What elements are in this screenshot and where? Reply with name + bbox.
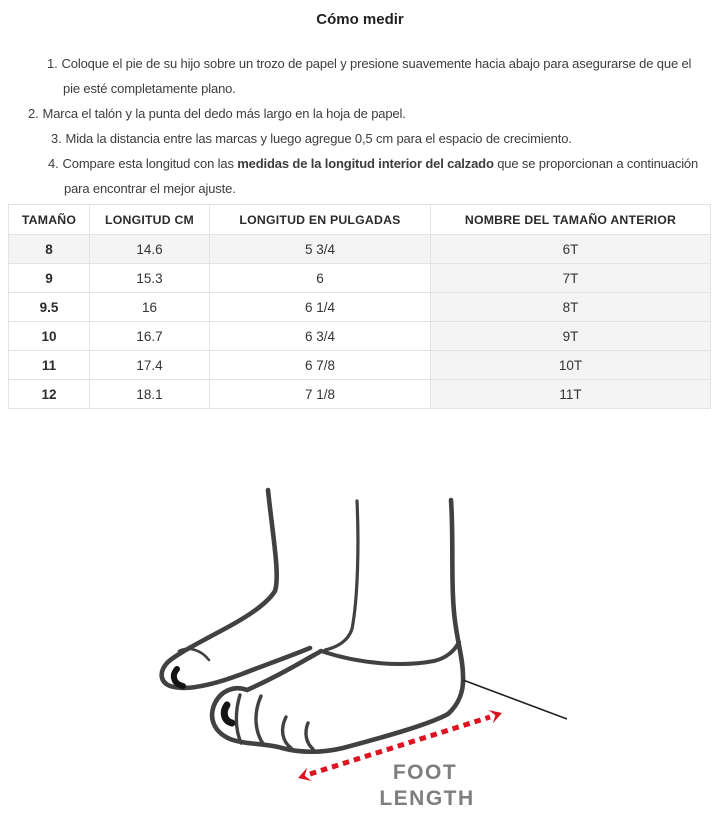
cell-size: 9.5 bbox=[9, 293, 90, 322]
header-size: TAMAÑO bbox=[9, 205, 90, 235]
cell-inches: 7 1/8 bbox=[210, 380, 431, 409]
instruction-item-2 bbox=[0, 101, 720, 126]
front-toenail bbox=[224, 705, 232, 723]
instruction-number: 2. bbox=[28, 106, 39, 121]
cell-inches: 6 3/4 bbox=[210, 322, 431, 351]
instruction-item-1 bbox=[0, 51, 720, 101]
instruction-number: 4. bbox=[48, 156, 59, 171]
cell-cm: 16.7 bbox=[90, 322, 210, 351]
table-row bbox=[9, 264, 711, 293]
instruction-text: Coloque el pie de su hijo sobre un trozo de papel y presione suavemente hacia abajo para asegurarse de que el pie esté completamente plano. bbox=[61, 56, 692, 96]
cell-cm: 15.3 bbox=[90, 264, 210, 293]
instruction-bold-phrase: medidas de la longitud interior del calzado bbox=[237, 156, 494, 171]
page-title: Cómo medir bbox=[316, 11, 404, 28]
instruction-text: Compare esta longitud con las medidas de la longitud interior del calzado que se proporcionan a continuación para encontrar el mejor ajuste. bbox=[62, 156, 699, 196]
table-row bbox=[9, 235, 711, 264]
back-foot-outline bbox=[162, 490, 358, 688]
cell-size: 9 bbox=[9, 264, 90, 293]
cell-previous: 11T bbox=[431, 380, 711, 409]
cell-previous: 7T bbox=[431, 264, 711, 293]
cell-size: 11 bbox=[9, 351, 90, 380]
back-toenail bbox=[174, 669, 183, 686]
cell-previous: 8T bbox=[431, 293, 711, 322]
instruction-item-4 bbox=[0, 151, 720, 201]
foot-label-line2: LENGTH bbox=[379, 787, 475, 810]
table-header-row bbox=[9, 205, 711, 235]
cell-inches: 6 1/4 bbox=[210, 293, 431, 322]
foot-label-line1: FOOT bbox=[392, 761, 458, 784]
header-length-cm: LONGITUD CM bbox=[90, 205, 210, 235]
foot-length-label bbox=[379, 761, 474, 810]
cell-previous: 10T bbox=[431, 351, 711, 380]
cell-cm: 14.6 bbox=[90, 235, 210, 264]
cell-cm: 18.1 bbox=[90, 380, 210, 409]
instruction-number: 1. bbox=[47, 56, 58, 71]
size-table bbox=[8, 204, 711, 409]
ground-line bbox=[463, 680, 567, 719]
table-row bbox=[9, 322, 711, 351]
cell-cm: 17.4 bbox=[90, 351, 210, 380]
foot-measurement-illustration bbox=[130, 433, 590, 818]
cell-inches: 5 3/4 bbox=[210, 235, 431, 264]
instruction-item-3 bbox=[0, 126, 720, 151]
instruction-number: 3. bbox=[51, 131, 62, 146]
header-length-inches: LONGITUD EN PULGADAS bbox=[210, 205, 431, 235]
cell-inches: 6 bbox=[210, 264, 431, 293]
cell-inches: 6 7/8 bbox=[210, 351, 431, 380]
instruction-text: Marca el talón y la punta del dedo más largo en la hoja de papel. bbox=[42, 106, 406, 121]
table-row bbox=[9, 380, 711, 409]
cell-size: 8 bbox=[9, 235, 90, 264]
cell-cm: 16 bbox=[90, 293, 210, 322]
instructions-list bbox=[0, 51, 720, 201]
cell-previous: 9T bbox=[431, 322, 711, 351]
front-foot-outline bbox=[212, 500, 463, 752]
header-previous-size-name: NOMBRE DEL TAMAÑO ANTERIOR bbox=[431, 205, 711, 235]
cell-size: 10 bbox=[9, 322, 90, 351]
cell-size: 12 bbox=[9, 380, 90, 409]
table-row bbox=[9, 293, 711, 322]
instruction-text: Mida la distancia entre las marcas y luego agregue 0,5 cm para el espacio de crecimiento. bbox=[65, 131, 572, 146]
table-row bbox=[9, 351, 711, 380]
cell-previous: 6T bbox=[431, 235, 711, 264]
